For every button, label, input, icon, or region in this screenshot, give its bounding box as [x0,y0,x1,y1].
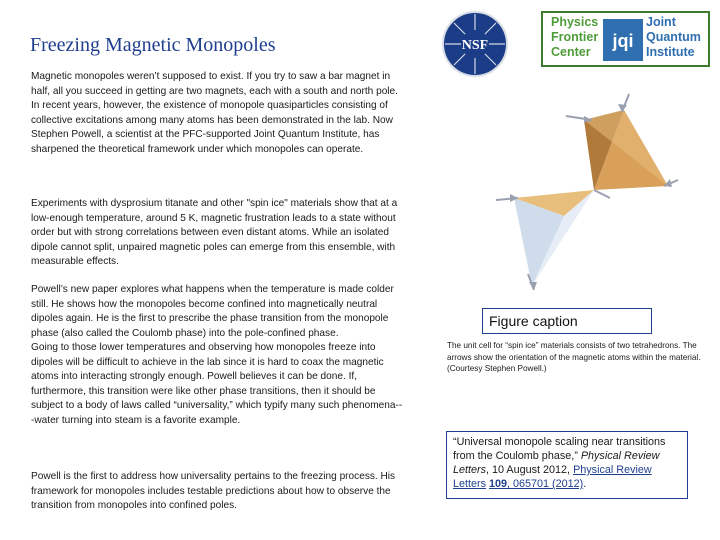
pfc-jqi-logo [541,11,710,67]
paragraph-experiments: Experiments with dysprosium titanate and other "spin ice" materials show that at a low-enough temperature, around 5 K, magnetic frustration leads to a state without order but with strong correlations between even distant atoms. While an isolated dipole cannot split, unpaired magnetic poles can emerge from this ensemble, with measurable effects. [31,198,398,268]
paragraph-intro: Magnetic monopoles weren’t supposed to exist. If you try to saw a bar magnet in half, all you succeed in getting are two magnets, each with a south and north pole. In recent years, however, the existence of monopole quasiparticles consisting of collective excitations among many atoms has been demonstrated in the lab. Now Stephen Powell, a scientist at the PFC-supported Joint Quantum Institute, has sharpened the theoretical framework under which monopoles can operate. [31,71,398,155]
paragraph-lower-temperatures: Going to those lower temperatures and observing how monopoles freeze into dipoles will be difficult to achieve in the lab since it is hard to coax the magnetic atoms into interacting strongly enough. Powell believes it can be done. If, furthermore, this transition were like other phase transitions, then it should be subject to a body of laws called “universality,” which typify many such phenomena---water turning into steam is a favorite example. [31,342,403,426]
spin-arrowhead [618,104,627,112]
page-title: Freezing Magnetic Monopoles [30,34,276,56]
paragraph-universality: Powell is the first to address how universality pertains to the freezing process. His framework for monopoles includes testable predictions about how to observe the transition from monopoles into confined poles. [31,471,396,512]
nsf-logo [441,10,509,78]
reference-title: “Universal monopole scaling near transitions from the Coulomb phase,” [453,436,666,462]
paragraph-new-paper: Powell’s new paper explores what happens when the temperature is made colder still. He shows how the monopoles become confined into magnetically neutral dipoles again. He is the first to prescribe the phase transition from the monopole phase (also called the Coulomb phase) into the pole-confined phase. [31,284,394,339]
spin-arrow [594,190,610,198]
spin-ice-figure [426,90,710,290]
jqi-logo-text: Joint Quantum Institute [646,15,701,59]
figure-caption-heading: Figure caption [482,308,652,334]
jqi-mark-icon [603,19,643,61]
reference-box: “Universal monopole scaling near transitions from the Coulomb phase,” Physical Review Letters, 10 August 2012, Physical Review Letters 109, 065701 (2012). [446,431,688,499]
reference-journal-link[interactable]: Physical Review Letters [453,464,652,490]
pfc-logo-text: Physics Frontier Center [551,15,599,59]
reference-date: , 10 August 2012, [486,464,571,476]
reference-journal: Physical Review Letters [453,450,660,476]
figure-caption-text: The unit cell for “spin ice” materials consists of two tetrahedrons. The arrows show the orientation of the magnetic atoms within the material. (Courtesy Stephen Powell.) [447,341,701,373]
reference-volume-link[interactable]: 109, 065701 (2012) [489,478,584,490]
nsf-logo-text: NSF [461,38,489,53]
svg-text:jqi: jqi [612,31,634,51]
